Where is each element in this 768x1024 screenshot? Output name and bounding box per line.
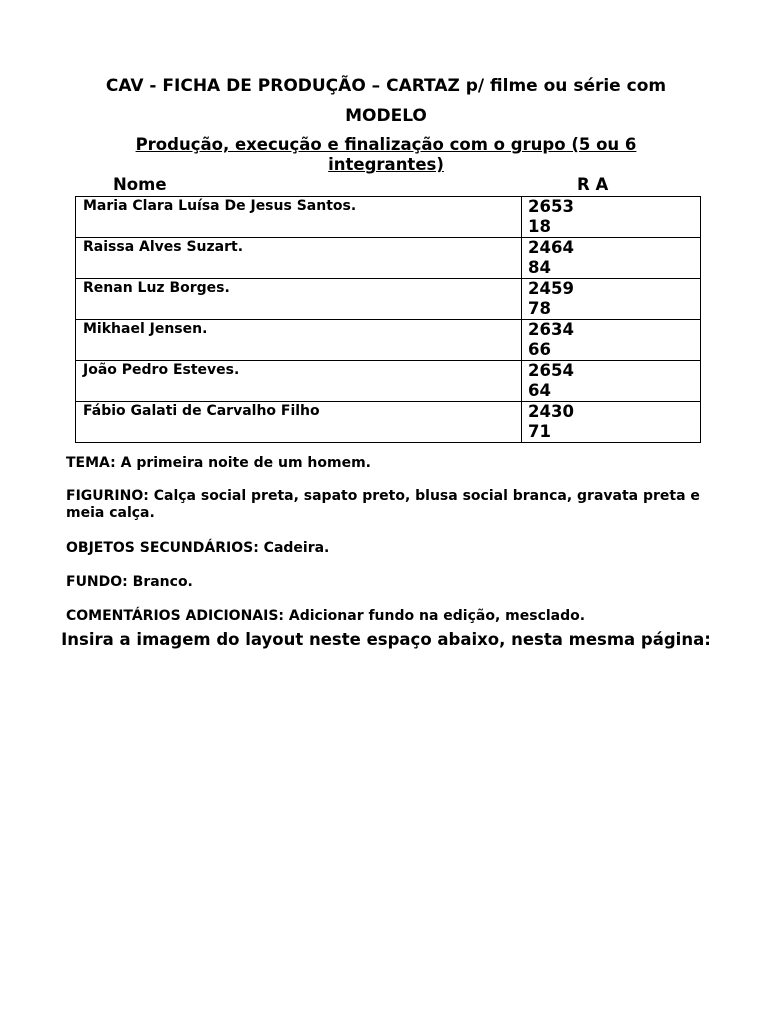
document-subtitle: Produção, execução e finalização com o grupo (5 ou 6 integrantes) [135, 135, 637, 174]
member-ra [522, 361, 701, 402]
member-name: Renan Luz Borges. [76, 279, 522, 320]
member-ra-line1: 2459 [528, 279, 574, 298]
member-name: Raissa Alves Suzart. [76, 238, 522, 279]
member-ra [522, 238, 701, 279]
info-fundo-value: Branco. [127, 574, 193, 590]
document-title-line1: CAV - FICHA DE PRODUÇÃO – CARTAZ p/ filme ou série com [105, 76, 667, 96]
info-tema-label: TEMA: [66, 455, 116, 471]
info-fundo-label: FUNDO: [66, 574, 128, 590]
info-objetos-label: OBJETOS SECUNDÁRIOS: [66, 540, 259, 556]
member-ra-line2: 71 [528, 422, 551, 441]
info-comentarios-label: COMENTÁRIOS ADICIONAIS: [66, 608, 285, 624]
members-table [75, 196, 701, 443]
member-ra-line1: 2430 [528, 402, 574, 421]
info-comentarios [66, 608, 716, 625]
info-figurino [66, 488, 716, 522]
member-ra-line2: 64 [528, 381, 551, 400]
member-ra [522, 402, 701, 443]
table-row [76, 320, 701, 361]
member-ra-line1: 2654 [528, 361, 574, 380]
member-ra-line1: 2464 [528, 238, 574, 257]
member-name: João Pedro Esteves. [76, 361, 522, 402]
member-ra [522, 197, 701, 238]
info-fundo [66, 574, 716, 591]
info-figurino-value: Calça social preta, sapato preto, blusa social branca, gravata preta e meia calça. [66, 488, 700, 521]
member-ra [522, 320, 701, 361]
info-figurino-label: FIGURINO: [66, 488, 149, 504]
member-ra-line2: 78 [528, 299, 551, 318]
member-ra [522, 279, 701, 320]
member-name: Mikhael Jensen. [76, 320, 522, 361]
info-tema-value: A primeira noite de um homem. [115, 455, 372, 471]
member-ra-line2: 18 [528, 217, 551, 236]
table-row [76, 279, 701, 320]
info-objetos [66, 540, 716, 557]
member-name: Fábio Galati de Carvalho Filho [76, 402, 522, 443]
info-comentarios-value: Adicionar fundo na edição, mesclado. [284, 608, 586, 624]
table-row [76, 402, 701, 443]
info-objetos-value: Cadeira. [258, 540, 330, 556]
info-tema [66, 455, 716, 472]
member-ra-line2: 66 [528, 340, 551, 359]
column-header-ra: R A [577, 175, 609, 194]
member-ra-line1: 2653 [528, 197, 574, 216]
table-row [76, 238, 701, 279]
table-row [76, 197, 701, 238]
layout-instruction: Insira a imagem do layout neste espaço abaixo, nesta mesma página: [61, 630, 711, 649]
column-header-name: Nome [113, 175, 167, 194]
table-row [76, 361, 701, 402]
member-ra-line1: 2634 [528, 320, 574, 339]
member-ra-line2: 84 [528, 258, 551, 277]
document-title-line2: MODELO [345, 106, 427, 126]
member-name: Maria Clara Luísa De Jesus Santos. [76, 197, 522, 238]
